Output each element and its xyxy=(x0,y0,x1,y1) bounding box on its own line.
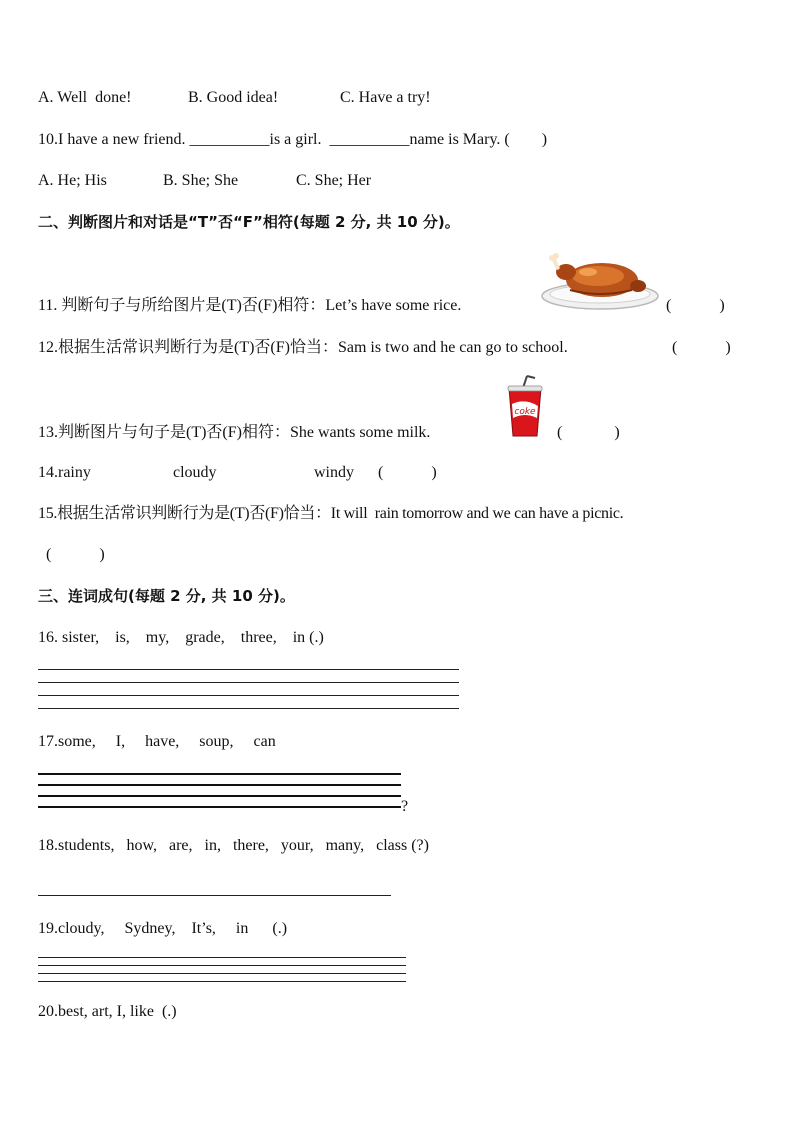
q13-text: 13.判断图片与句子是(T)否(F)相符：She wants some milk. xyxy=(38,424,431,441)
q9-option-c: C. Have a try! xyxy=(340,89,431,106)
q13-answer-paren[interactable]: ( ) xyxy=(557,424,620,441)
q10-stem: 10.I have a new friend. __________is a girl. __________name is Mary. ( ) xyxy=(38,131,548,148)
q10-option-a: A. He; His xyxy=(38,172,107,189)
q16-answer-line[interactable] xyxy=(38,669,459,670)
q15-answer-paren[interactable]: ( ) xyxy=(46,546,105,563)
q17-answer-line[interactable] xyxy=(38,784,401,786)
q14-word-3: windy xyxy=(314,464,354,481)
q19-answer-line[interactable] xyxy=(38,965,406,966)
q14-word-1: 14.rainy xyxy=(38,464,91,481)
q10-option-b: B. She; She xyxy=(163,172,239,189)
q16-words: 16. sister, is, my, grade, three, in (.) xyxy=(38,629,324,646)
q17-answer-line[interactable] xyxy=(38,795,401,797)
q19-answer-line[interactable] xyxy=(38,973,406,974)
q11-answer-paren[interactable]: ( ) xyxy=(666,297,725,314)
roast-turkey-image xyxy=(540,250,660,312)
section2-heading: 二、判断图片和对话是“T”否“F”相符(每题 2 分, 共 10 分)。 xyxy=(38,213,460,231)
q19-answer-line[interactable] xyxy=(38,957,406,958)
q10-option-c: C. She; Her xyxy=(296,172,372,189)
q17-answer-line[interactable] xyxy=(38,773,401,775)
q11-text: 11. 判断句子与所给图片是(T)否(F)相符：Let’s have some rice. xyxy=(38,297,462,314)
q9-option-b: B. Good idea! xyxy=(188,89,279,106)
q18-answer-line[interactable] xyxy=(38,895,391,896)
q20-words: 20.best, art, I, like (.) xyxy=(38,1003,177,1020)
q19-answer-line[interactable] xyxy=(38,981,406,982)
q17-answer-line[interactable] xyxy=(38,806,401,808)
q15-text: 15.根据生活常识判断行为是(T)否(F)恰当：It will rain tomorrow and we can have a picnic. xyxy=(38,505,624,522)
q18-words: 18.students, how, are, in, there, your, many, class (?) xyxy=(38,837,429,854)
q16-answer-line[interactable] xyxy=(38,708,459,709)
cola-cup-label: coke xyxy=(514,407,536,417)
q9-option-a: A. Well done! xyxy=(38,89,132,106)
q16-answer-line[interactable] xyxy=(38,695,459,696)
section3-heading: 三、连词成句(每题 2 分, 共 10 分)。 xyxy=(38,587,295,605)
q17-words: 17.some, I, have, soup, can xyxy=(38,733,276,750)
q17-question-mark: ? xyxy=(401,798,409,815)
q12-text: 12.根据生活常识判断行为是(T)否(F)恰当：Sam is two and he can go to school. xyxy=(38,339,568,356)
q14-word-2: cloudy xyxy=(173,464,217,481)
cola-cup-image xyxy=(505,374,545,440)
q16-answer-line[interactable] xyxy=(38,682,459,683)
q14-answer-paren[interactable]: ( ) xyxy=(378,464,437,481)
q12-answer-paren[interactable]: ( ) xyxy=(672,339,731,356)
q19-words: 19.cloudy, Sydney, It’s, in (.) xyxy=(38,920,288,937)
